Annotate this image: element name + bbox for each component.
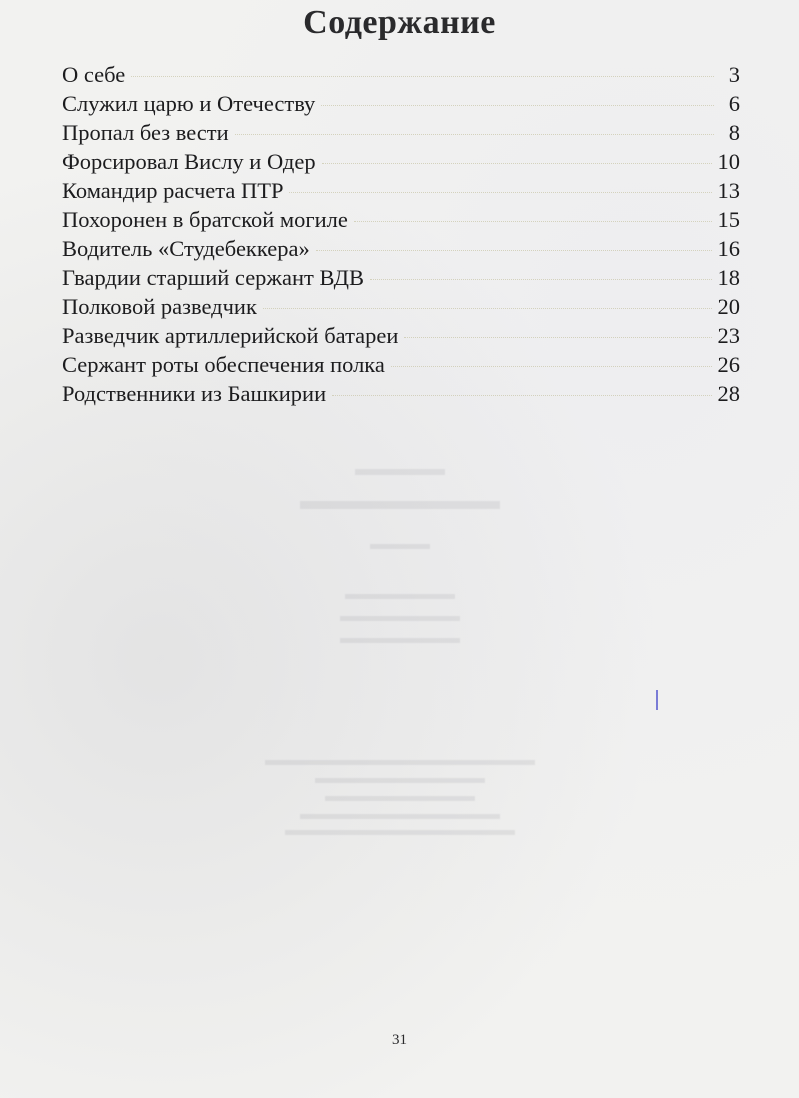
toc-entry-title: Гвардии старший сержант ВДВ [62,265,364,290]
toc-entry-page: 3 [728,62,740,87]
table-of-contents [62,60,740,408]
dot-leader [316,250,712,251]
toc-entry-page: 18 [717,265,740,290]
dot-leader [321,105,714,106]
toc-entry-page: 16 [717,236,740,261]
dot-leader [131,76,714,77]
dot-leader [289,192,711,193]
dot-leader [235,134,714,135]
toc-entry-title: Командир расчета ПТР [62,178,284,203]
page-number: 31 [392,1032,407,1048]
toc-entry-page: 13 [717,178,740,203]
toc-entry-title: Разведчик артиллерийской батареи [62,323,399,348]
toc-entry-title: Пропал без вести [62,120,229,145]
dot-leader [263,308,712,309]
dot-leader [370,279,712,280]
toc-entry-page: 8 [728,120,740,145]
page-title: Содержание [303,4,496,41]
toc-entry-page: 20 [717,294,740,319]
toc-entry-title: Родственники из Башкирии [62,381,327,406]
toc-entry-page: 15 [717,207,740,232]
toc-entry-title: Форсировал Вислу и Одер [62,149,316,174]
toc-entry-title: Похоронен в братской могиле [62,207,348,232]
toc-entry-title: Служил царю и Отечеству [62,91,316,116]
toc-entry-title: Сержант роты обеспечения полка [62,352,385,377]
toc-entry [62,147,740,176]
toc-entry-page: 28 [717,381,740,406]
dot-leader [332,395,711,396]
toc-entry-title: Водитель «Студебеккера» [62,236,310,261]
toc-entry [62,292,740,321]
toc-entry-title: Полковой разведчик [62,294,257,319]
toc-entry [62,118,740,147]
dot-leader [404,337,711,338]
dot-leader [354,221,712,222]
toc-entry-page: 6 [728,91,740,116]
toc-entry [62,321,740,350]
pen-mark [656,690,658,710]
toc-entry [62,234,740,263]
toc-entry-page: 10 [717,149,740,174]
toc-entry [62,350,740,379]
dot-leader [322,163,712,164]
dot-leader [391,366,712,367]
toc-entry [62,263,740,292]
toc-entry [62,205,740,234]
toc-entry-title: О себе [62,62,126,87]
toc-entry [62,379,740,408]
toc-entry-page: 26 [717,352,740,377]
toc-entry [62,176,740,205]
toc-entry-page: 23 [717,323,740,348]
toc-entry [62,60,740,89]
toc-entry [62,89,740,118]
